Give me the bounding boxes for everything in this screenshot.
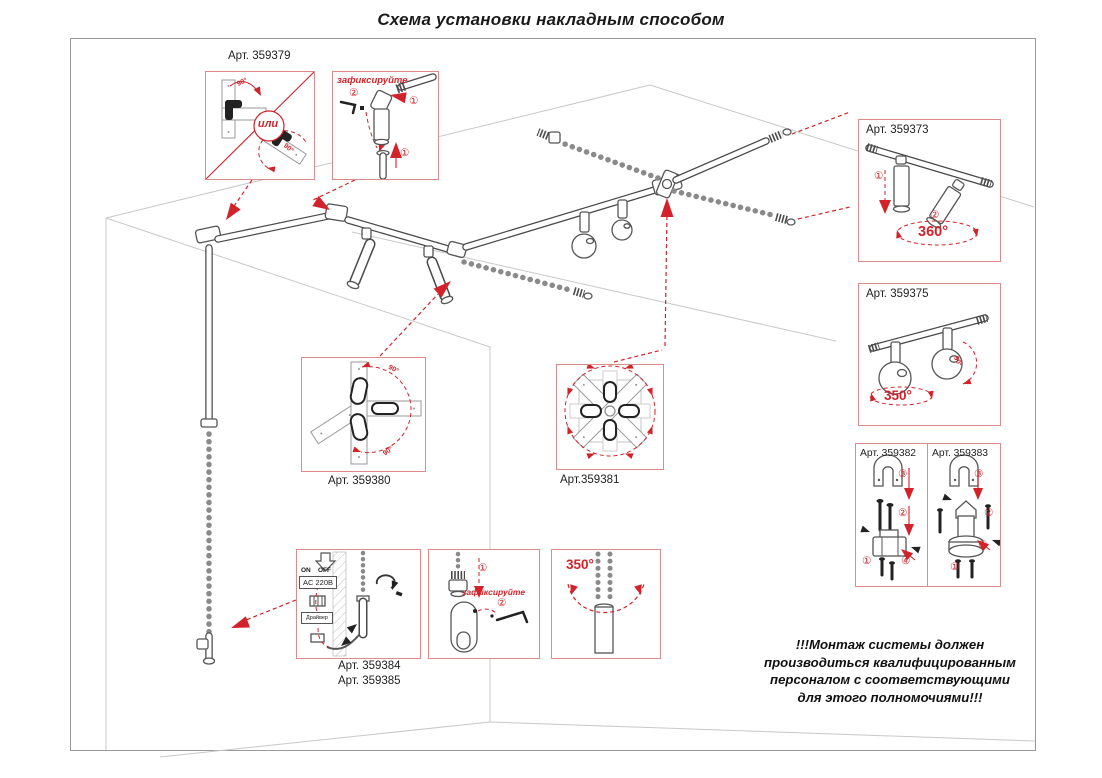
- step-2: ②: [497, 597, 507, 609]
- step-4: ④: [978, 539, 988, 551]
- saddle-clamp: [873, 530, 906, 556]
- angle-350: 350°: [566, 557, 594, 572]
- connector-body: [370, 90, 393, 145]
- angle-90-bottom: 90°: [381, 445, 395, 458]
- article-label-359375: Арт. 359375: [866, 288, 929, 300]
- or-label: или: [257, 118, 279, 130]
- hex-key-icon: [490, 612, 527, 622]
- oval-plate: [451, 602, 477, 652]
- warning-line: для этого полномочиями!!!: [797, 689, 983, 705]
- step-1: ①: [862, 555, 872, 567]
- article-label-359380: Арт. 359380: [328, 475, 391, 487]
- page-title: Схема установки накладным способом: [377, 10, 725, 29]
- angle-360: 360°: [918, 224, 948, 240]
- warning-line: персоналом с соответствующими: [770, 672, 1010, 687]
- fix-caption-top: зафиксируйте: [337, 75, 408, 86]
- spotlight: [424, 246, 454, 305]
- article-label-359373: Арт. 359373: [866, 124, 929, 136]
- terminal-connector: [310, 596, 325, 606]
- angle-90-top: 90°: [236, 77, 249, 88]
- step-1: ①: [400, 147, 410, 159]
- ball-pendant: [572, 212, 596, 258]
- article-label-359381: Арт.359381: [560, 474, 620, 486]
- warning-line: производиться квалифицированным: [764, 654, 1016, 670]
- step-3: ③: [974, 468, 984, 480]
- callout-359384: [296, 549, 421, 659]
- hex-key-icon: [341, 102, 364, 113]
- wall-pole: [195, 226, 221, 664]
- spotlight: [346, 228, 371, 290]
- step-3: ③: [898, 468, 908, 480]
- track-end-bottom: [377, 151, 389, 176]
- screw: [879, 557, 895, 579]
- step-2: ②: [984, 507, 994, 519]
- leader-arrow: [229, 616, 250, 633]
- callout-359373: [858, 119, 1001, 262]
- callout-359375: [858, 283, 1001, 426]
- off-label: OFF: [318, 567, 331, 574]
- cross-track: [466, 129, 795, 258]
- step-1: ①: [950, 561, 960, 573]
- t-connector-plate-diagram: [302, 358, 425, 471]
- article-label-359385: Арт. 359385: [338, 675, 401, 687]
- ball-pendant: [612, 200, 632, 240]
- angle-90-bottom: 90°: [281, 142, 295, 155]
- ball-pendant: [932, 328, 962, 379]
- leader-arrow: [221, 203, 241, 224]
- angle-90-top: 90°: [386, 363, 400, 376]
- article-label-359382: Арт. 359382: [860, 448, 917, 459]
- power-connection-diagram: [297, 550, 420, 658]
- screw: [877, 499, 894, 534]
- article-label-359384: Арт. 359384: [338, 660, 401, 672]
- step-1: ①: [874, 170, 884, 182]
- warning-line: !!!Монтаж системы должен: [795, 637, 985, 652]
- step-2: ②: [349, 87, 359, 99]
- warning-text: [740, 636, 1040, 706]
- on-label: ON: [301, 567, 311, 574]
- connector: [311, 634, 324, 642]
- step-1: ①: [478, 562, 488, 574]
- fix-caption-bottom: зафиксируйте: [462, 587, 526, 597]
- step-2: ②: [930, 209, 940, 221]
- cross-connector: [652, 169, 683, 198]
- step-1: ①: [409, 95, 419, 107]
- spotlight: [894, 156, 910, 212]
- angle-350: 350°: [884, 388, 912, 403]
- corner-track: [218, 204, 592, 306]
- callout-359381: [556, 364, 664, 470]
- article-label-359379: Арт. 359379: [228, 50, 291, 62]
- step-2: ②: [898, 507, 908, 519]
- article-label-359383: Арт. 359383: [932, 448, 989, 459]
- ball-luminaire-diagram: [859, 284, 1000, 425]
- ball-pendant: [879, 342, 911, 394]
- step-4: ④: [901, 555, 911, 567]
- leader-arrow: [661, 198, 674, 217]
- angle-90: 90°: [951, 355, 963, 368]
- cross-connector-plate-diagram: [557, 365, 663, 469]
- callout-359380: [301, 357, 426, 472]
- pole-end-bracket: [197, 639, 208, 649]
- ac-voltage-label: AC 220В: [299, 576, 337, 589]
- driver-label: Драйвер: [301, 612, 333, 624]
